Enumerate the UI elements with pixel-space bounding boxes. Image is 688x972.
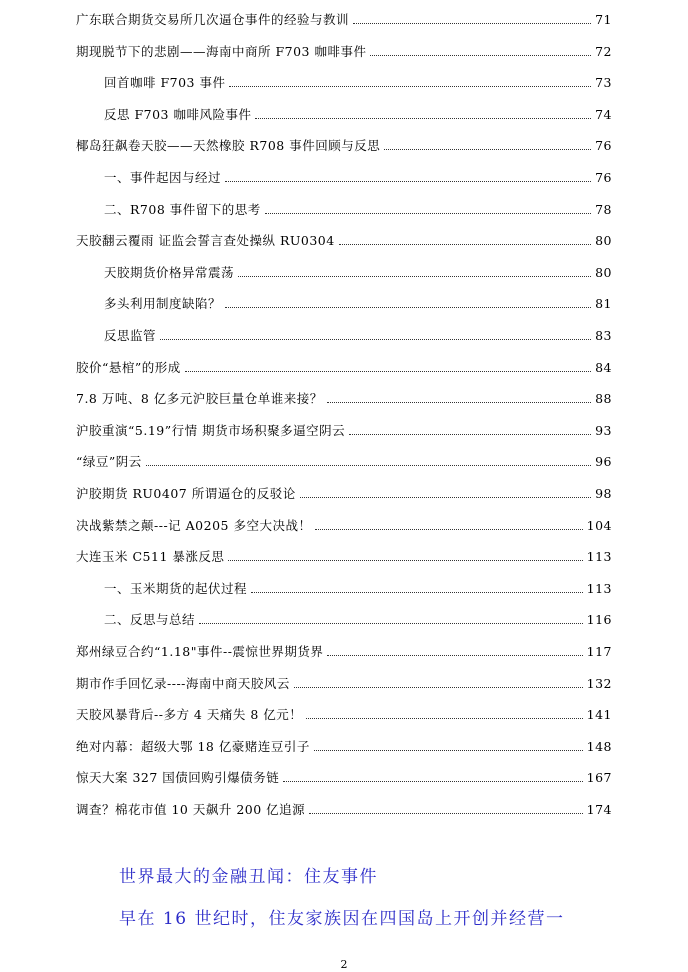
toc-entry[interactable] [76, 231, 612, 249]
toc-entry-page: 93 [595, 422, 612, 438]
toc-entry-title: 决战紫禁之颠---记 A0205 多空大决战！ [76, 517, 312, 533]
page-number: 2 [340, 958, 348, 971]
toc-leader-dots [353, 22, 591, 24]
toc-leader-dots [160, 338, 591, 340]
toc-entry-page: 98 [595, 486, 612, 501]
toc-entry[interactable] [76, 768, 612, 786]
toc-entry-page: 84 [595, 359, 612, 375]
toc-leader-dots [306, 717, 582, 719]
toc-entry-title: 二、反思与总结 [104, 612, 196, 628]
toc-entry[interactable] [104, 610, 612, 628]
toc-leader-dots [370, 54, 591, 56]
toc-entry-title: 期市作手回忆录----海南中商天胶风云 [76, 675, 290, 691]
section-heading: 世界最大的金融丑闻：住友事件 [119, 867, 378, 887]
toc-entry[interactable] [76, 42, 612, 60]
toc-leader-dots [228, 559, 582, 561]
toc-entry-title: 椰岛狂飙卷天胶——天然橡胶 R708 事件回顾与反思 [76, 138, 381, 154]
toc-entry-page: 83 [595, 328, 612, 343]
toc-leader-dots [300, 496, 591, 498]
toc-entry[interactable] [76, 421, 612, 439]
toc-entry-page: 80 [595, 233, 612, 249]
toc-entry-title: 二、R708 事件留下的思考 [104, 201, 261, 217]
toc-entry-page: 141 [586, 707, 612, 723]
toc-entry-title: 反思监管 [104, 328, 157, 343]
toc-leader-dots [283, 780, 582, 782]
toc-leader-dots [384, 148, 591, 150]
toc-leader-dots [339, 243, 591, 245]
toc-entry-page: 74 [595, 106, 612, 122]
toc-entry-title: 绝对内幕：超级大鄂 18 亿豪赌连豆引子 [76, 738, 310, 754]
toc-entry[interactable] [76, 358, 612, 376]
toc-entry-title: 天胶期货价格异常震荡 [104, 264, 235, 280]
toc-entry-title: 一、事件起因与经过 [104, 170, 222, 185]
toc-leader-dots [309, 812, 582, 814]
toc-leader-dots [229, 85, 591, 87]
toc-entry[interactable] [76, 10, 612, 28]
toc-entry-page: 117 [586, 644, 612, 659]
toc-leader-dots [185, 370, 591, 372]
toc-entry-page: 167 [586, 770, 612, 786]
toc-entry-title: 调查？棉花市值 10 天飙升 200 亿追源 [76, 802, 306, 817]
toc-leader-dots [238, 275, 591, 277]
toc-leader-dots [255, 117, 591, 119]
toc-entry-page: 88 [595, 391, 612, 407]
toc-entry[interactable] [104, 73, 612, 91]
toc-entry[interactable] [76, 452, 612, 470]
toc-entry-page: 81 [595, 296, 612, 312]
toc-leader-dots [225, 306, 591, 308]
toc-entry-title: 郑州绿豆合约“1.18"事件--震惊世界期货界 [76, 644, 324, 659]
toc-entry-title: 胶价“悬棺”的形成 [76, 359, 181, 375]
toc-entry-page: 80 [595, 264, 612, 280]
toc-leader-dots [315, 528, 582, 530]
toc-entry[interactable] [104, 168, 612, 186]
toc-entry[interactable] [104, 579, 612, 597]
toc-leader-dots [265, 212, 591, 214]
toc-entry[interactable] [104, 105, 612, 123]
toc-entry[interactable] [76, 136, 612, 154]
toc-entry[interactable] [104, 326, 612, 344]
toc-leader-dots [199, 622, 583, 624]
toc-leader-dots [251, 591, 583, 593]
body-text-line: 早在 16 世纪时，住友家族因在四国岛上开创并经营一 [119, 909, 565, 929]
toc-entry-title: 广东联合期货交易所几次逼仓事件的经验与教训 [76, 12, 350, 27]
toc-entry-page: 132 [586, 675, 612, 691]
toc-leader-dots [146, 464, 591, 466]
toc-entry[interactable] [104, 200, 612, 218]
toc-entry-page: 104 [586, 517, 612, 533]
toc-entry-page: 73 [595, 75, 612, 91]
toc-entry[interactable] [104, 263, 612, 281]
toc-entry-title: 天胶翻云覆雨 证监会誓言查处操纵 RU0304 [76, 233, 335, 249]
toc-entry-title: 沪胶重演“5.19”行情 期货市场积聚多逼空阴云 [76, 422, 346, 438]
toc-entry-page: 113 [586, 580, 612, 596]
toc-entry-title: 多头利用制度缺陷？ [104, 296, 222, 312]
toc-entry[interactable] [76, 642, 612, 660]
toc-entry-title: 一、玉米期货的起伏过程 [104, 580, 248, 596]
toc-entry-page: 71 [595, 12, 612, 27]
toc-entry[interactable] [76, 547, 612, 565]
toc-entry[interactable] [76, 674, 612, 692]
toc-entry-page: 76 [595, 138, 612, 154]
toc-entry-page: 72 [595, 43, 612, 59]
toc-entry[interactable] [76, 389, 612, 407]
toc-entry[interactable] [76, 800, 612, 818]
toc-leader-dots [349, 433, 591, 435]
toc-leader-dots [225, 180, 591, 182]
toc-entry-title: 惊天大案 327 国债回购引爆债务链 [76, 770, 280, 786]
toc-entry[interactable] [104, 294, 612, 312]
toc-entry[interactable] [76, 705, 612, 723]
toc-entry-title: 沪胶期货 RU0407 所谓逼仓的反驳论 [76, 486, 296, 501]
toc-entry-page: 113 [586, 549, 612, 565]
toc-entry-title: 7.8 万吨、8 亿多元沪胶巨量仓单谁来接？ [76, 391, 323, 407]
toc-entry-title: 反思 F703 咖啡风险事件 [104, 106, 252, 122]
toc-entry-page: 78 [595, 201, 612, 217]
toc-entry-page: 96 [595, 454, 612, 470]
toc-leader-dots [327, 654, 582, 656]
toc-entry-page: 148 [586, 738, 612, 754]
toc-entry-title: 天胶风暴背后--多方 4 天痛失 8 亿元！ [76, 707, 303, 723]
toc-entry[interactable] [76, 516, 612, 534]
toc-entry-title: “绿豆”阴云 [76, 454, 142, 470]
toc-leader-dots [327, 401, 591, 403]
toc-entry-title: 期现脱节下的悲剧——海南中商所 F703 咖啡事件 [76, 43, 367, 59]
toc-entry-page: 174 [586, 802, 612, 817]
toc-leader-dots [294, 686, 583, 688]
toc-leader-dots [314, 749, 583, 751]
toc-entry-page: 76 [595, 170, 612, 185]
toc-entry-page: 116 [586, 612, 612, 628]
toc-entry-title: 大连玉米 C511 暴涨反思 [76, 549, 225, 565]
toc-entry[interactable] [76, 737, 612, 755]
toc-entry-title: 回首咖啡 F703 事件 [104, 75, 226, 91]
toc-entry[interactable] [76, 484, 612, 502]
